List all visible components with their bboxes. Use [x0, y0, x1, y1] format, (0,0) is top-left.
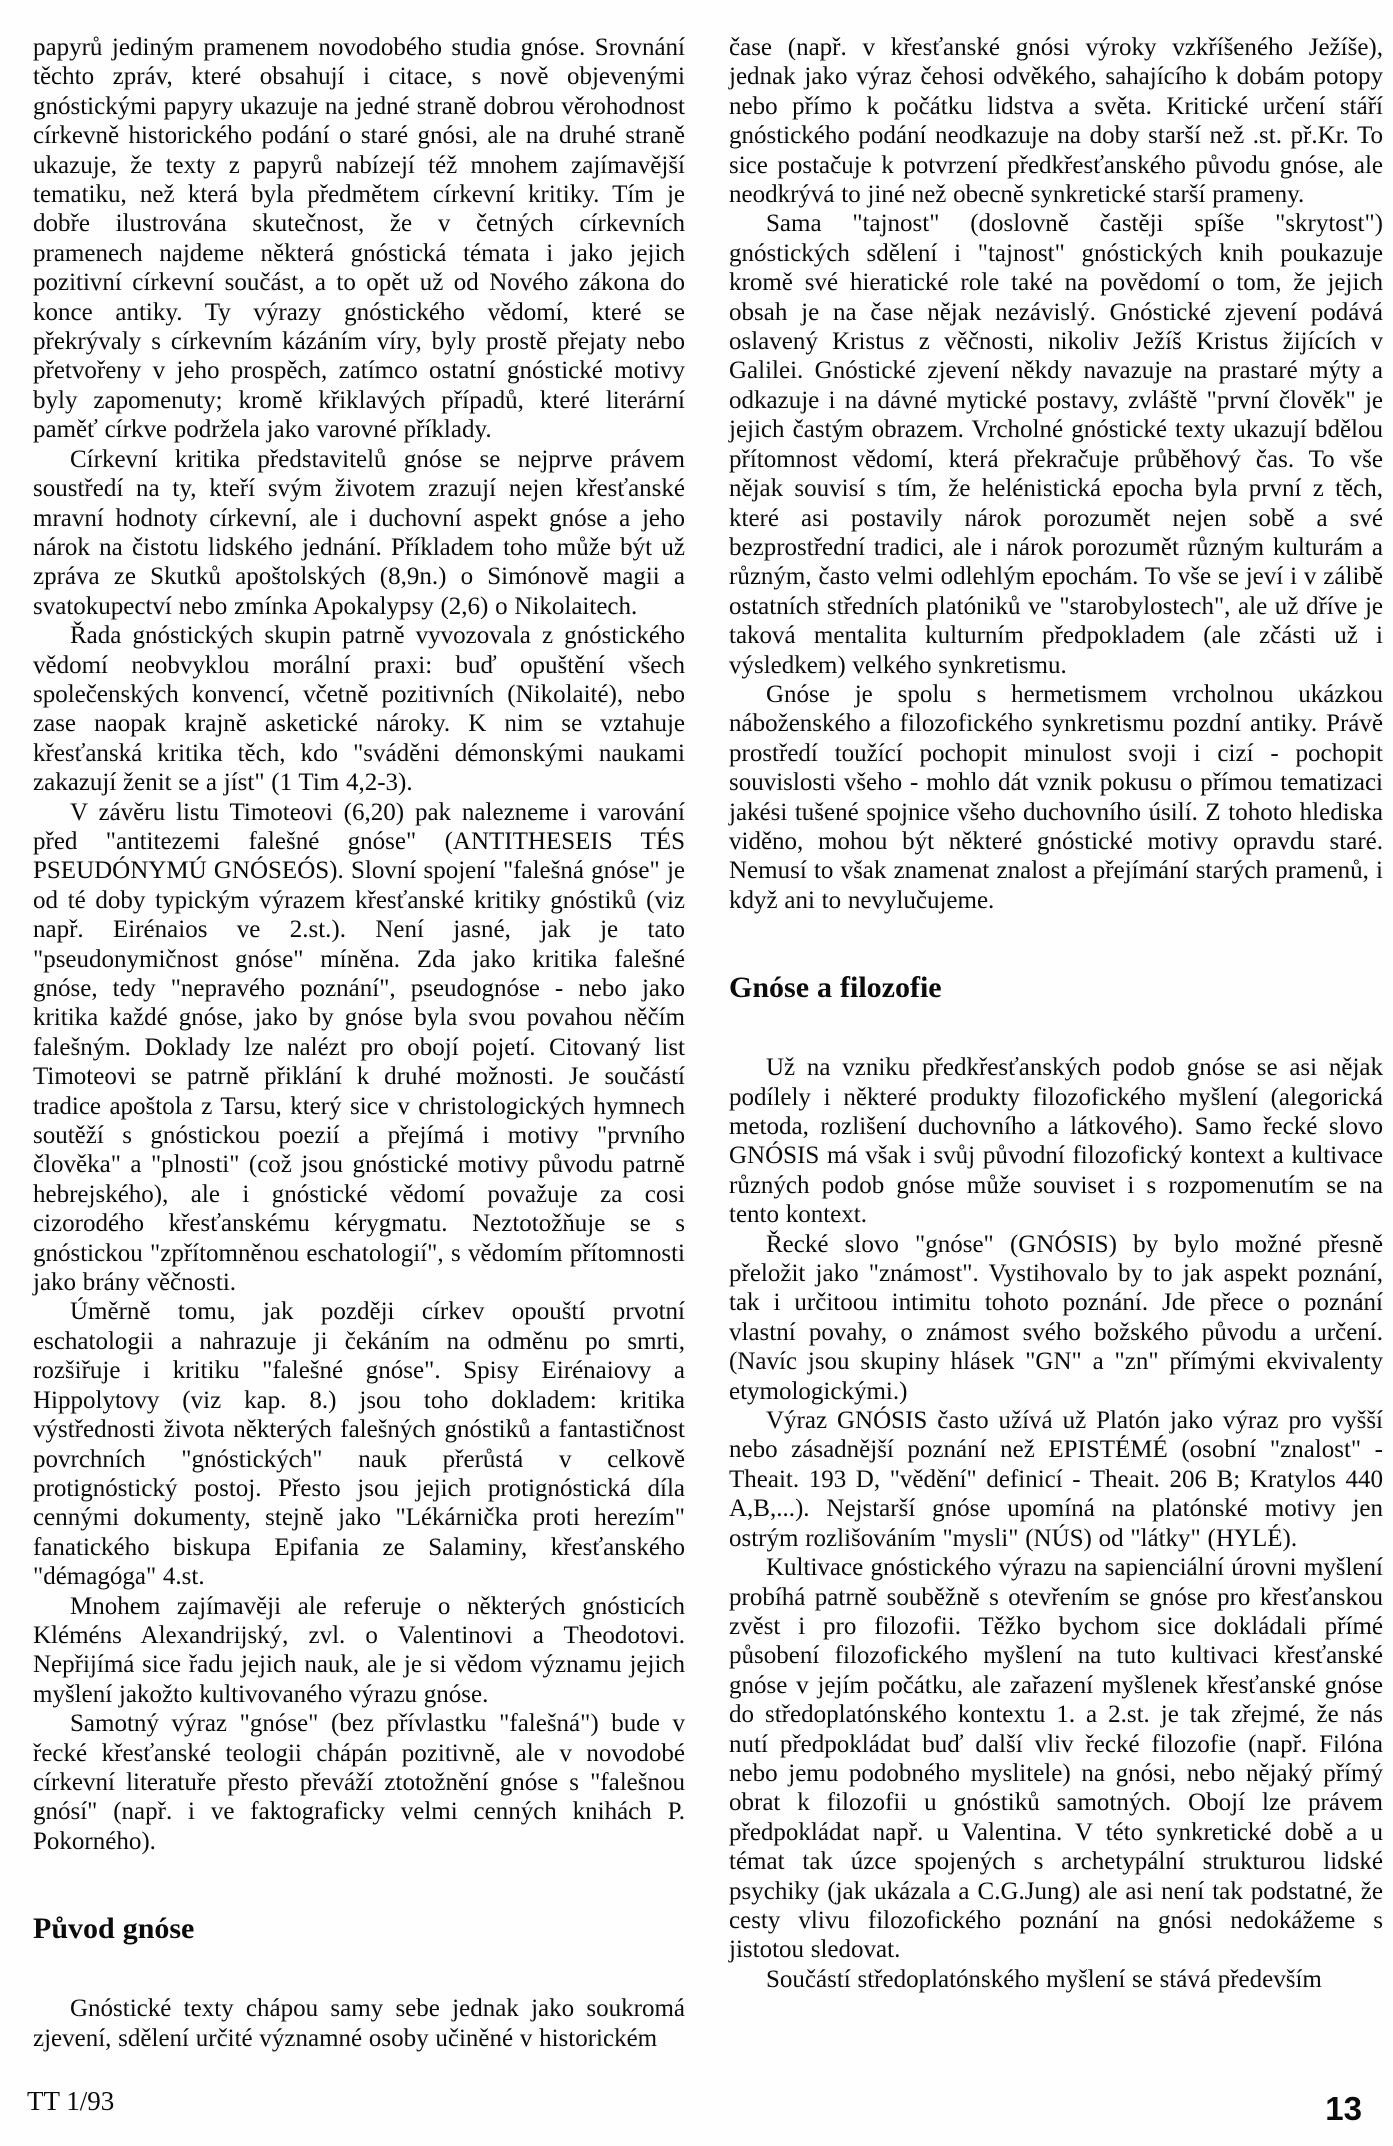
paragraph: Řada gnóstických skupin patrně vyvozovala z gnóstického vědomí neobvyklou morální praxi: buď opuštění všech společenských konvencí, včetně pozitivních (Nikolaité), nebo zase naopak krajně asketické nároky. K nim se vztahuje křesťanská kritika těch, kdo "sváděni démonskými naukami zakazují ženit se a jíst" (1 Tim 4,2-3). — [33, 622, 685, 797]
paragraph: Gnóstické texty chápou samy sebe jednak jako soukromá zjevení, sdělení určité významné osoby učiněné v historickém — [33, 1995, 685, 2052]
paragraph: Mnohem zajímavěji ale referuje o některých gnósticích Kléméns Alexandrijský, zvl. o Valentinovi a Theodotovi. Nepřijímá sice řadu jejich nauk, ale je si vědom významu jejich myšlení jakožto kultivovaného výrazu gnóse. — [33, 1592, 685, 1708]
right-column — [729, 33, 1383, 1994]
paragraph: Kultivace gnóstického výrazu na sapienciální úrovni myšlení probíhá patrně souběžně s otevřením se gnóse pro křesťanskou zvěst i pro filozofii. Těžko bychom sice dokládali přímé působení filozofického myšlení na tuto kultivaci křesťanské gnóse v jejím počátku, ale zařazení myšlenek křesťanské gnóse do středoplatónského kontextu 1. a 2.st. je tak zřejmé, že nás nutí předpokládat buď další vliv řecké filozofie (např. Filóna nebo jemu podobného myslitele) na gnósi, nebo nějaký přímý obrat k filozofii u gnóstiků samotných. Obojí lze právem předpokládat např. u Valentina. V této synkretické době a u témat tak úzce spojených s archetypální strukturou lidské psychiky (jak ukázala a C.G.Jung) ale asi není tak podstatné, že cesty vlivu filozofického poznání na gnósi nedokážeme s jistotou sledovat. — [729, 1554, 1383, 1964]
section-heading-gnose-a-filozofie: Gnóse a filozofie — [729, 971, 942, 1005]
paragraph: čase (např. v křesťanské gnósi výroky vzkříšeného Ježíše), jednak jako výraz čehosi odvěkého, sahajícího k dobám potopy nebo přímo k počátku lidstva a světa. Kritické určení stáří gnóstického podání neodkazuje na doby starší než .st. př.Kr. To sice postačuje k potvrzení předkřesťanského původu gnóse, ale neodkrývá to jiné než obecně synkretické starší prameny. — [729, 34, 1383, 209]
paragraph: Gnóse je spolu s hermetismem vrcholnou ukázkou náboženského a filozofického synkretismu pozdní antiky. Právě prostředí toužící pochopit minulost svoji i cizí - pochopit souvislosti všeho - mohlo dát vznik pokusu o přímou tematizaci jakési tušené spojnice všeho duchovního úsilí. Z tohoto hlediska viděno, mohou být některé gnóstické motivy opravdu staré. Nemusí to však znamenat znalost a přejímání starých pramenů, i když ani to nevylučujeme. — [729, 680, 1383, 914]
paragraph: Sama "tajnost" (doslovně častěji spíše "skrytost") gnóstických sdělení i "tajnost" gnóstických knih poukazuje kromě své hieratické role také na povědomí o tom, že jejich obsah je na čase nějak nezávislý. Gnóstické zjevení podává oslavený Kristus z věčnosti, nikoliv Ježíš Kristus žijících v Galilei. Gnóstické zjevení někdy navazuje na prastaré mýty a odkazuje i na dávné mytické postavy, zvláště "první člověk" je jejich častým obrazem. Vrcholné gnóstické texty ukazují bdělou přítomnost vědomí, která překračuje průběhový čas. To vše nějak souvisí s tím, že helénistická epocha byla první z těch, které asi postavily nárok porozumět nejen sobě a své bezprostřední tradici, ale i nárok porozumět různým kulturám a různým, často velmi odlehlým epochám. To vše se jeví i v zálibě ostatních středních platóniků ve "starobylostech", ale už dříve je taková mentalita kulturním předpokladem (ale zčásti už i výsledkem) velkého synkretismu. — [729, 210, 1383, 679]
left-column — [33, 33, 685, 2053]
journal-issue: TT 1/93 — [27, 2086, 115, 2116]
paragraph: Řecké slovo "gnóse" (GNÓSIS) by bylo možné přesně přeložit jako "známost". Vystihovalo by to jak aspekt poznání, tak i určitoou intimitu tohoto poznání. Jde přece o poznání vlastní povahy, o známost svého božského původu a určení. (Navíc jsou skupiny hlásek "GN" a "zn" přímými ekvivalenty etymologickými.) — [729, 1230, 1383, 1405]
section-heading-puvod-gnose: Původ gnóse — [33, 1912, 195, 1946]
paragraph: Církevní kritika představitelů gnóse se nejprve právem soustředí na ty, kteří svým životem zrazují nejen křesťanské mravní hodnoty církevní, ale i duchovní aspekt gnóse a jeho nárok na čistotu lidského jednání. Příkladem toho může být už zpráva ze Skutků apoštolských (8,9n.) o Simónově magii a svatokupectví nebo zmínka Apokalypsy (2,6) o Nikolaitech. — [33, 445, 685, 620]
paragraph: Výraz GNÓSIS často užívá už Platón jako výraz pro vyšší nebo zásadnější poznání než EPISTÉMÉ (osobní "znalost" - Theait. 193 D, "vědění" definicí - Theait. 206 B; Kratylos 440 A,B,...). Nejstarší gnóse upomíná na platónské motivy jen ostrým rozlišováním "mysli" (NÚS) od "látky" (HYLÉ). — [729, 1407, 1383, 1552]
paragraph: Součástí středoplatónského myšlení se stává především — [766, 1965, 1322, 1993]
paragraph: papyrů jediným pramenem novodobého studia gnóse. Srovnání těchto zpráv, které obsahují i citace, s nově objevenými gnóstickými papyry ukazuje na jedné straně dobrou věrohodnost církevně historického podání o staré gnósi, ale na druhé straně ukazuje, že texty z papyrů nabízejí též mnohem zajímavější tematiku, než která byla předmětem církevní kritiky. Tím je dobře ilustrována skutečnost, že v četných církevních pramenech najdeme některá gnóstická témata i jako jejich pozitivní církevní součást, a to opět už od Nového zákona do konce antiky. Ty výrazy gnóstického vědomí, které se překrývaly s církevním kázáním víry, byly prostě přejaty nebo přetvořeny v jeho prospěch, zatímco ostatní gnóstické motivy byly zapomenuty; kromě křiklavých případů, které literární paměť církve podržela jako varovné příklady. — [33, 34, 685, 444]
paragraph: Už na vzniku předkřesťanských podob gnóse se asi nějak podílely i některé produkty filozofického myšlení (alegorická metoda, rozlišení duchovního a látkového). Samo řecké slovo GNÓSIS má však i svůj původní filozofický kontext a kultivace různých podob gnóse může souviset i s rozpomenutím se na tento kontext. — [729, 1054, 1383, 1229]
paragraph: V závěru listu Timoteovi (6,20) pak nalezneme i varování před "antitezemi falešné gnóse" (ANTITHESEIS TÉS PSEUDÓNYMÚ GNÓSEÓS). Slovní spojení "falešná gnóse" je od té doby typickým výrazem křesťanské kritiky gnóstiků (viz např. Eirénaios ve 2.st.). Není jasné, jak je tato "pseudonymičnost gnóse" míněna. Zda jako kritika falešné gnóse, tedy "nepravého poznání", pseudognóse - nebo jako kritika každé gnóse, jako by gnóse byla svou povahou něčím falešným. Doklady lze nalézt pro obojí pojetí. Citovaný list Timoteovi se patrně přiklání k druhé možnosti. Je součástí tradice apoštola z Tarsu, který sice v christologických hymnech soutěží s gnóstickou poezií a přejímá i motivy "prvního člověka" a "plnosti" (což jsou gnóstické motivy původu patrně hebrejského), ale i gnóstické vědomí považuje za cosi cizorodého křesťanskému kérygmatu. Neztotožňuje se s gnóstickou "zpřítomněnou eschatologií", s vědomím přítomnosti jako brány věčnosti. — [33, 798, 685, 1297]
paragraph: Úměrně tomu, jak později církev opouští prvotní eschatologii a nahrazuje ji čekáním na odměnu po smrti, rozšiřuje i kritiku "falešné gnóse". Spisy Eirénaiovy a Hippolytovy (viz kap. 8.) jsou toho dokladem: kritika výstřednosti života některých falešných gnóstiků a fantastičnost povrchních "gnóstických" nauk přerůstá v celkově protignóstický postoj. Přesto jsou jejich protignóstická díla cennými dokumenty, stejně jako "Lékárnička proti herezím" fanatického biskupa Epifania ze Salaminy, křesťanského "démagóga" 4.st. — [33, 1298, 685, 1591]
page-number: 13 — [1325, 2090, 1362, 2127]
paragraph: Samotný výraz "gnóse" (bez přívlastku "falešná") bude v řecké křesťanské teologii chápán pozitivně, ale v novodobé církevní literatuře přesto převáží ztotožnění gnóse s "falešnou gnósí" (např. i ve faktograficky velmi cenných knihách P. Pokorného). — [33, 1710, 685, 1855]
